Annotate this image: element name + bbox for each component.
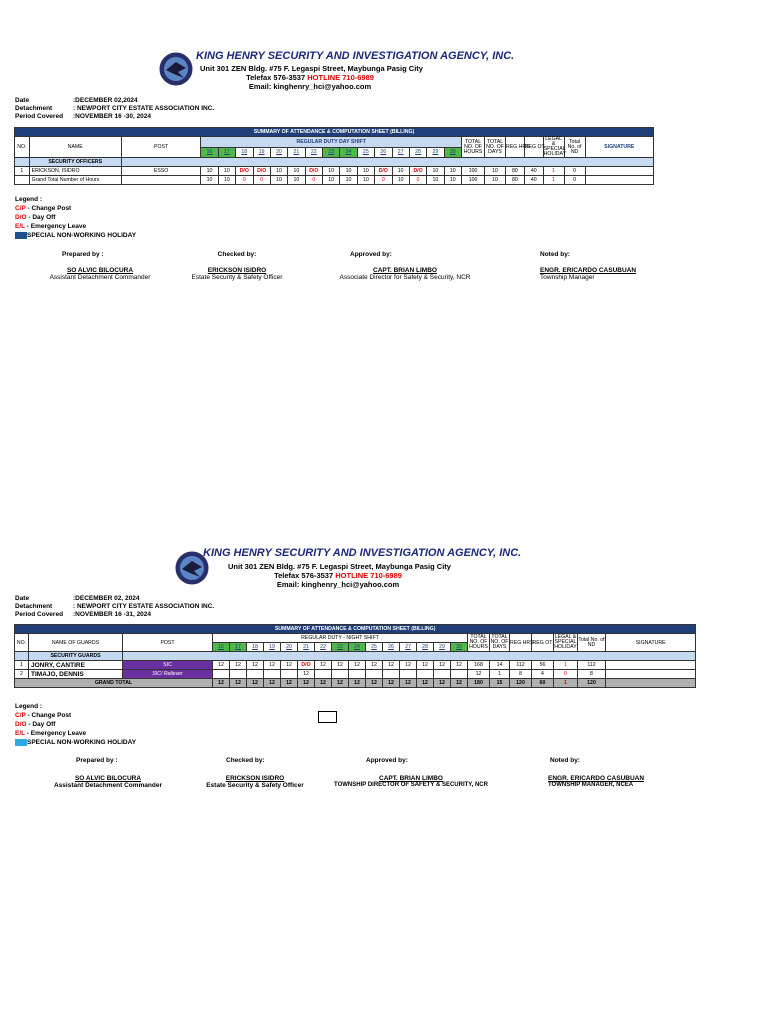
sheet-meta (15, 97, 214, 121)
table-row (15, 670, 696, 679)
day-total-cell: 12 (247, 679, 264, 688)
day-total-cell: 12 (332, 679, 349, 688)
col-total-days: TOTAL NO. OF DAYS (485, 137, 506, 158)
table-title: SUMMARY OF ATTENDANCE & COMPUTATION SHEET (BILLING) (15, 625, 696, 634)
nd-cell: 8 (578, 670, 606, 679)
hotline: HOTLINE 710-6989 (335, 571, 402, 580)
company-email: Email: kinghenry_hci@yahoo.com (248, 82, 372, 91)
total-hours-cell: 180 (468, 679, 490, 688)
total-days-cell: 14 (490, 661, 510, 670)
day-total-cell: 10 (218, 176, 235, 185)
period-label: Period Covered (15, 611, 64, 618)
day-cell: D/O (253, 167, 270, 176)
agency-logo (156, 50, 196, 88)
day-total-cell: 0 (409, 176, 426, 185)
legend-item-holiday: SPECIAL NON-WORKING HOLIDAY (15, 738, 136, 747)
company-address: Unit 301 ZEN Bldg. #75 F. Legaspi Street, Maybunga Pasig City (200, 64, 423, 73)
col-nd: Total No. of ND (564, 137, 585, 158)
legend-item-holiday: SPECIAL NON-WORKING HOLIDAY (15, 231, 136, 240)
day-total-cell: 12 (298, 679, 315, 688)
day-total-cell: 12 (366, 679, 383, 688)
day-cell (213, 670, 230, 679)
holiday-swatch (15, 739, 27, 746)
reg-ot-cell: 4 (532, 670, 554, 679)
day-total-cell: 10 (323, 176, 340, 185)
row-no: 2 (15, 670, 29, 679)
day-cell: D/O (305, 167, 322, 176)
total-hours-cell: 12 (468, 670, 490, 679)
total-label: GRAND TOTAL (15, 679, 213, 688)
legend-title: Legend : (15, 703, 43, 710)
col-reg-ot: REG OT (532, 634, 554, 652)
section-label: SECURITY GUARDS (29, 652, 123, 661)
day-cell: 10 (392, 167, 409, 176)
col-no: NO. (15, 634, 29, 652)
day-total-cell: 12 (213, 679, 230, 688)
reg-hrs-cell: 80 (505, 176, 524, 185)
empty-box (318, 711, 337, 723)
day-cell: 10 (201, 167, 218, 176)
day-header-28: 28 (417, 643, 434, 652)
signature-cell (606, 661, 696, 670)
col-name: NAME (29, 137, 121, 158)
day-cell: 12 (315, 661, 332, 670)
total-hours-cell: 100 (462, 167, 485, 176)
date-label: Date (15, 595, 30, 602)
day-header-23: 23 (332, 643, 349, 652)
day-header-26: 26 (383, 643, 400, 652)
total-days-cell: 1 (490, 670, 510, 679)
sheet-meta (15, 595, 214, 619)
day-cell: 10 (323, 167, 340, 176)
holiday-swatch (15, 232, 27, 239)
legend-item-do: D/O - Day Off (15, 721, 56, 728)
reg-hrs-cell: 112 (510, 661, 532, 670)
day-cell: 10 (444, 167, 461, 176)
day-cell: 12 (298, 670, 315, 679)
table-row (15, 167, 654, 176)
day-cell: 12 (264, 661, 281, 670)
prepared-by: Prepared by : SO ALVIC BILOCURA Assistant Detachment Commander (49, 251, 151, 281)
section-cell-pad (15, 652, 29, 661)
day-cell: 12 (213, 661, 230, 670)
attendance-table-1 (14, 127, 654, 185)
section-fill (123, 652, 696, 661)
day-total-cell: 12 (264, 679, 281, 688)
day-header-23: 23 (323, 147, 340, 158)
col-legal-holiday: LEGAL & SPECIAL HOLIDAY (543, 136, 567, 157)
col-reg-hrs: REG HRS (510, 634, 532, 652)
total-post-pad (121, 176, 201, 185)
col-post: POST (121, 137, 201, 158)
total-row (15, 176, 654, 185)
day-header-20: 20 (281, 643, 298, 652)
period-label: Period Covered (15, 113, 64, 120)
shift-label: REGULAR DUTY - NIGHT SHIFT (213, 634, 468, 643)
row-name: JONRY, CANTIRE (29, 661, 123, 670)
day-cell: 12 (400, 661, 417, 670)
total-days-cell: 10 (485, 176, 506, 185)
day-header-16: 16 (201, 147, 218, 158)
day-total-cell: 10 (357, 176, 374, 185)
day-total-cell: 12 (230, 679, 247, 688)
detachment-value: : NEWPORT CITY ESTATE ASSOCIATION INC. (73, 105, 215, 112)
day-cell (247, 670, 264, 679)
day-total-cell: 10 (288, 176, 305, 185)
row-name: ERICKSON, ISIDRO (29, 167, 121, 176)
total-hours-cell: 100 (462, 176, 485, 185)
day-total-cell: 10 (444, 176, 461, 185)
day-header-25: 25 (357, 147, 374, 158)
checked-by: Checked by: ERICKSON ISIDRO Estate Security & Safety Officer (191, 251, 283, 281)
approved-by: Approved by: CAPT. BRIAN LIMBO Associate Director for Safety & Security, NCR (339, 251, 471, 281)
detachment-value: : NEWPORT CITY ESTATE ASSOCIATION INC. (73, 603, 215, 610)
day-header-28: 28 (409, 147, 426, 158)
legal-holiday-cell: 1 (543, 167, 564, 176)
company-address-block (200, 64, 423, 91)
col-signature: SIGNATURE (585, 137, 653, 158)
day-cell (417, 670, 434, 679)
checked-by: Checked by: ERICKSON ISIDRO Estate Security & Safety Officer (206, 757, 304, 789)
company-phone-line: Telefax 576-3537 HOTLINE 710-6989 (274, 571, 402, 580)
day-total-cell: 0 (253, 176, 270, 185)
day-cell: 12 (434, 661, 451, 670)
date-label: Date (15, 97, 30, 104)
col-nd: Total No. of ND (578, 634, 606, 652)
day-header-24: 24 (349, 643, 366, 652)
legend-2 (15, 702, 136, 747)
signature-cell (585, 176, 653, 185)
day-header-19: 19 (253, 147, 270, 158)
day-header-20: 20 (270, 147, 287, 158)
legal-holiday-cell: 0 (554, 670, 578, 679)
day-cell (315, 670, 332, 679)
reg-hrs-cell: 80 (505, 167, 524, 176)
day-total-cell: 12 (349, 679, 366, 688)
day-header-26: 26 (375, 147, 392, 158)
day-header-27: 27 (392, 147, 409, 158)
approved-by: Approved by: CAPT. BRIAN LIMBO TOWNSHIP DIRECTOR OF SAFETY & SECURITY, NCR (334, 757, 488, 788)
day-header-18: 18 (247, 643, 264, 652)
day-total-cell: 0 (375, 176, 392, 185)
col-name: NAME OF GUARDS (29, 634, 123, 652)
day-header-18: 18 (236, 147, 253, 158)
legend-item-el: E/L - Emergency Leave (15, 223, 87, 230)
company-name: KING HENRY SECURITY AND INVESTIGATION AGENCY, INC. (196, 50, 515, 62)
table-row (15, 661, 696, 670)
row-post: SIC/ Reliever (123, 670, 213, 679)
day-cell (366, 670, 383, 679)
total-days-cell: 15 (490, 679, 510, 688)
signature-cell (606, 670, 696, 679)
total-pad (15, 176, 30, 185)
day-total-cell: 12 (400, 679, 417, 688)
shift-label: REGULAR DUTY DAY SHIFT (201, 137, 462, 148)
day-total-cell: 10 (270, 176, 287, 185)
legend-title: Legend : (15, 196, 43, 203)
reg-ot-cell: 56 (532, 661, 554, 670)
day-header-29: 29 (434, 643, 451, 652)
reg-ot-cell: 60 (532, 679, 554, 688)
total-days-cell: 10 (485, 167, 506, 176)
reg-ot-cell: 40 (524, 167, 543, 176)
legend-1 (15, 195, 136, 240)
legal-holiday-cell: 1 (554, 679, 578, 688)
detachment-label: Detachment (15, 603, 53, 610)
day-cell: 12 (417, 661, 434, 670)
noted-by: Noted by: ENGR. ERICARDO CASUBUAN Township Manager (540, 251, 637, 281)
day-cell (349, 670, 366, 679)
day-cell (332, 670, 349, 679)
day-cell: D/O (236, 167, 253, 176)
total-hours-cell: 168 (468, 661, 490, 670)
legend-item-el: E/L - Emergency Leave (15, 730, 87, 737)
day-header-19: 19 (264, 643, 281, 652)
hotline: HOTLINE 710-6989 (307, 73, 374, 82)
day-total-cell: 12 (451, 679, 468, 688)
attendance-table-2 (14, 624, 696, 688)
row-no: 1 (15, 167, 30, 176)
day-header-24: 24 (340, 147, 357, 158)
legend-item-cp: C/P - Change Post (15, 712, 72, 719)
legal-holiday-cell: 1 (554, 661, 578, 670)
day-cell: D/O (375, 167, 392, 176)
day-cell (434, 670, 451, 679)
nd-cell: 120 (578, 679, 606, 688)
day-header-17: 17 (230, 643, 247, 652)
day-cell: 10 (288, 167, 305, 176)
day-cell: 12 (383, 661, 400, 670)
day-header-22: 22 (305, 147, 322, 158)
day-total-cell: 10 (340, 176, 357, 185)
day-cell: 10 (270, 167, 287, 176)
day-cell: 12 (366, 661, 383, 670)
section-fill (121, 158, 653, 167)
legend-item-do: D/O - Day Off (15, 214, 56, 221)
day-total-cell: 0 (236, 176, 253, 185)
day-cell: 12 (451, 661, 468, 670)
col-signature: SIGNATURE (606, 634, 696, 652)
col-total-hours: TOTAL NO. OF HOURS (462, 137, 485, 158)
total-label: Grand Total Number of Hours (29, 176, 121, 185)
period-value: :NOVEMBER 16 -31, 2024 (73, 611, 152, 618)
col-no: NO. (15, 137, 30, 158)
day-total-cell: 12 (417, 679, 434, 688)
day-cell: 10 (427, 167, 444, 176)
day-total-cell: 12 (383, 679, 400, 688)
noted-by: Noted by: ENGR. ERICARDO CASUBUAN TOWNSHIP MANAGER, NCEA (548, 757, 645, 788)
col-legal-holiday: LEGAL & SPECIAL HOLIDAY (554, 634, 577, 650)
day-cell: 12 (349, 661, 366, 670)
company-address-block (228, 562, 451, 589)
day-cell (264, 670, 281, 679)
day-cell: 12 (332, 661, 349, 670)
table-title: SUMMARY OF ATTENDANCE & COMPUTATION SHEET (BILLING) (15, 128, 654, 137)
company-phone-line: Telefax 576-3537 HOTLINE 710-6989 (246, 73, 374, 82)
day-header-21: 21 (298, 643, 315, 652)
total-row (15, 679, 696, 688)
reg-hrs-cell: 120 (510, 679, 532, 688)
row-no: 1 (15, 661, 29, 670)
period-value: :NOVEMBER 16 -30, 2024 (73, 113, 152, 120)
day-header-27: 27 (400, 643, 417, 652)
day-cell: 12 (230, 661, 247, 670)
company-name: KING HENRY SECURITY AND INVESTIGATION AGENCY, INC. (203, 547, 522, 559)
day-header-21: 21 (288, 147, 305, 158)
day-cell (281, 670, 298, 679)
day-header-30: 30 (444, 147, 461, 158)
legend-item-cp: C/P - Change Post (15, 205, 72, 212)
day-header-29: 29 (427, 147, 444, 158)
day-total-cell: 10 (201, 176, 218, 185)
detachment-label: Detachment (15, 105, 53, 112)
day-cell (400, 670, 417, 679)
col-total-days: TOTAL NO. OF DAYS (490, 634, 509, 650)
section-label: SECURITY OFFICERS (29, 158, 121, 167)
col-reg-ot: REG OT (524, 137, 543, 158)
company-email: Email: kinghenry_hci@yahoo.com (276, 580, 400, 589)
day-cell (451, 670, 468, 679)
col-post: POST (123, 634, 213, 652)
signature-cell (606, 679, 696, 688)
col-total-hours: TOTAL NO. OF HOURS (469, 634, 488, 650)
date-value: :DECEMBER 02, 2024 (73, 595, 140, 602)
day-header-25: 25 (366, 643, 383, 652)
day-header-22: 22 (315, 643, 332, 652)
day-cell: D/O (409, 167, 426, 176)
prepared-by: Prepared by : SO ALVIC BILOCURA Assistant Detachment Commander (54, 757, 162, 789)
day-total-cell: 10 (392, 176, 409, 185)
date-value: :DECEMBER 02,2024 (73, 97, 138, 104)
signature-cell (585, 167, 653, 176)
reg-hrs-cell: 8 (510, 670, 532, 679)
day-cell: D/O (298, 661, 315, 670)
row-post: SIC (123, 661, 213, 670)
nd-cell: 112 (578, 661, 606, 670)
day-header-30: 30 (451, 643, 468, 652)
day-cell (230, 670, 247, 679)
day-cell: 10 (340, 167, 357, 176)
day-header-16: 16 (213, 643, 230, 652)
day-total-cell: 10 (427, 176, 444, 185)
day-cell (383, 670, 400, 679)
day-cell: 12 (281, 661, 298, 670)
col-reg-hrs: REG HRS (505, 137, 524, 158)
nd-cell: 0 (564, 176, 585, 185)
day-cell: 10 (218, 167, 235, 176)
day-total-cell: 12 (281, 679, 298, 688)
day-header-17: 17 (218, 147, 235, 158)
nd-cell: 0 (564, 167, 585, 176)
reg-ot-cell: 40 (524, 176, 543, 185)
section-cell-pad (15, 158, 30, 167)
legal-holiday-cell: 1 (543, 176, 564, 185)
day-cell: 12 (247, 661, 264, 670)
company-address: Unit 301 ZEN Bldg. #75 F. Legaspi Street, Maybunga Pasig City (228, 562, 451, 571)
row-name: TIMAJO, DENNIS (29, 670, 123, 679)
row-post: ESSO (121, 167, 201, 176)
day-total-cell: 0 (305, 176, 322, 185)
day-cell: 10 (357, 167, 374, 176)
day-total-cell: 12 (315, 679, 332, 688)
day-total-cell: 12 (434, 679, 451, 688)
